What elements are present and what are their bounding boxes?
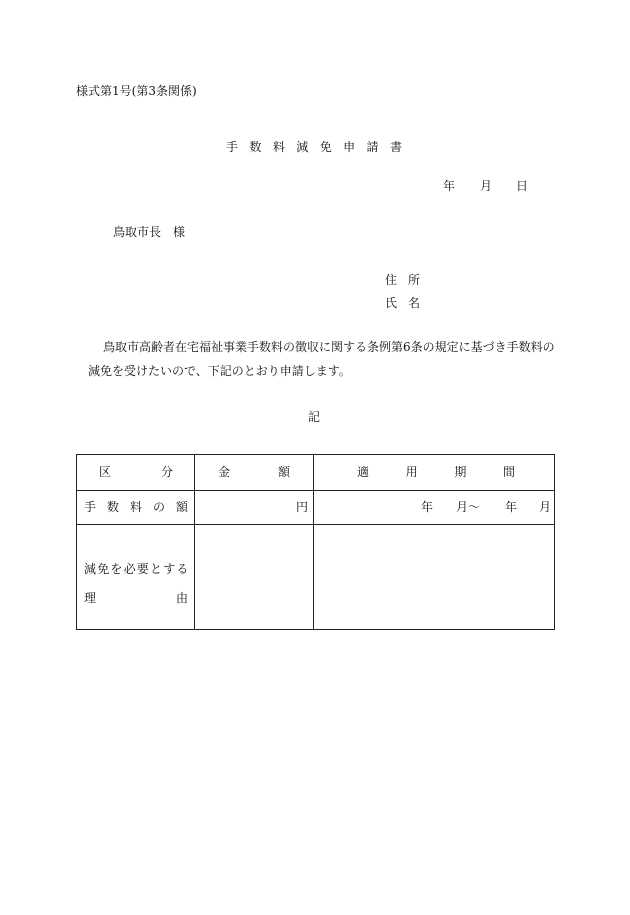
fee-label-char: 手 <box>84 500 97 514</box>
ki-heading: 記 <box>308 410 321 424</box>
header-char: 期 <box>454 465 467 479</box>
header-char: 用 <box>405 465 418 479</box>
header-char: 金 <box>218 465 231 479</box>
title-char: 数 <box>249 140 262 154</box>
fee-label-char: 数 <box>106 500 119 514</box>
table-divider <box>313 455 314 629</box>
reason-label-line-1: 減免を必要とする <box>84 562 190 576</box>
period-start-month: 月～ <box>456 500 481 514</box>
addressee: 鳥取市長 様 <box>113 225 186 239</box>
date-day-label: 日 <box>516 179 529 193</box>
fee-label-char: 額 <box>175 500 188 514</box>
fee-label-char: 料 <box>129 500 142 514</box>
header-char: 区 <box>99 465 112 479</box>
header-char: 間 <box>502 465 515 479</box>
title-char: 減 <box>296 140 309 154</box>
address-label-char: 所 <box>407 273 420 287</box>
table-divider <box>194 455 195 629</box>
fee-row-label <box>84 500 188 514</box>
fee-yen-unit: 円 <box>296 500 309 514</box>
reason-char: 由 <box>175 591 188 605</box>
body-text-line-2: 減免を受けたいので、下記のとおり申請します。 <box>88 364 351 378</box>
body-text-line-1: 鳥取市高齢者在宅福祉事業手数料の徴収に関する条例第6条の規定に基づき手数料の <box>103 340 555 354</box>
period-end-month: 月 <box>539 500 552 514</box>
name-label-char: 氏 <box>385 296 398 310</box>
title-char: 免 <box>319 140 332 154</box>
address-label <box>385 273 420 287</box>
fee-label-char: の <box>152 500 165 514</box>
name-label-char: 名 <box>407 296 420 310</box>
date-year-label: 年 <box>443 179 456 193</box>
header-char: 分 <box>160 465 173 479</box>
header-char: 額 <box>277 465 290 479</box>
title-char: 手 <box>226 140 239 154</box>
reason-label-line-2 <box>84 591 188 605</box>
title-char: 料 <box>272 140 285 154</box>
title-char: 書 <box>389 140 402 154</box>
table-divider <box>77 490 554 491</box>
document-title <box>226 140 402 154</box>
fee-reduction-table <box>76 454 555 630</box>
title-char: 請 <box>366 140 379 154</box>
header-char: 適 <box>357 465 370 479</box>
form-number: 様式第1号(第3条関係) <box>76 84 197 98</box>
title-char: 申 <box>343 140 356 154</box>
header-period <box>357 465 515 479</box>
period-start-year: 年 <box>421 500 434 514</box>
header-amount <box>218 465 290 479</box>
name-label <box>385 296 420 310</box>
date-month-label: 月 <box>480 179 493 193</box>
reason-char: 理 <box>84 591 97 605</box>
address-label-char: 住 <box>385 273 398 287</box>
header-category <box>99 465 173 479</box>
table-divider <box>77 524 554 525</box>
period-end-year: 年 <box>505 500 518 514</box>
